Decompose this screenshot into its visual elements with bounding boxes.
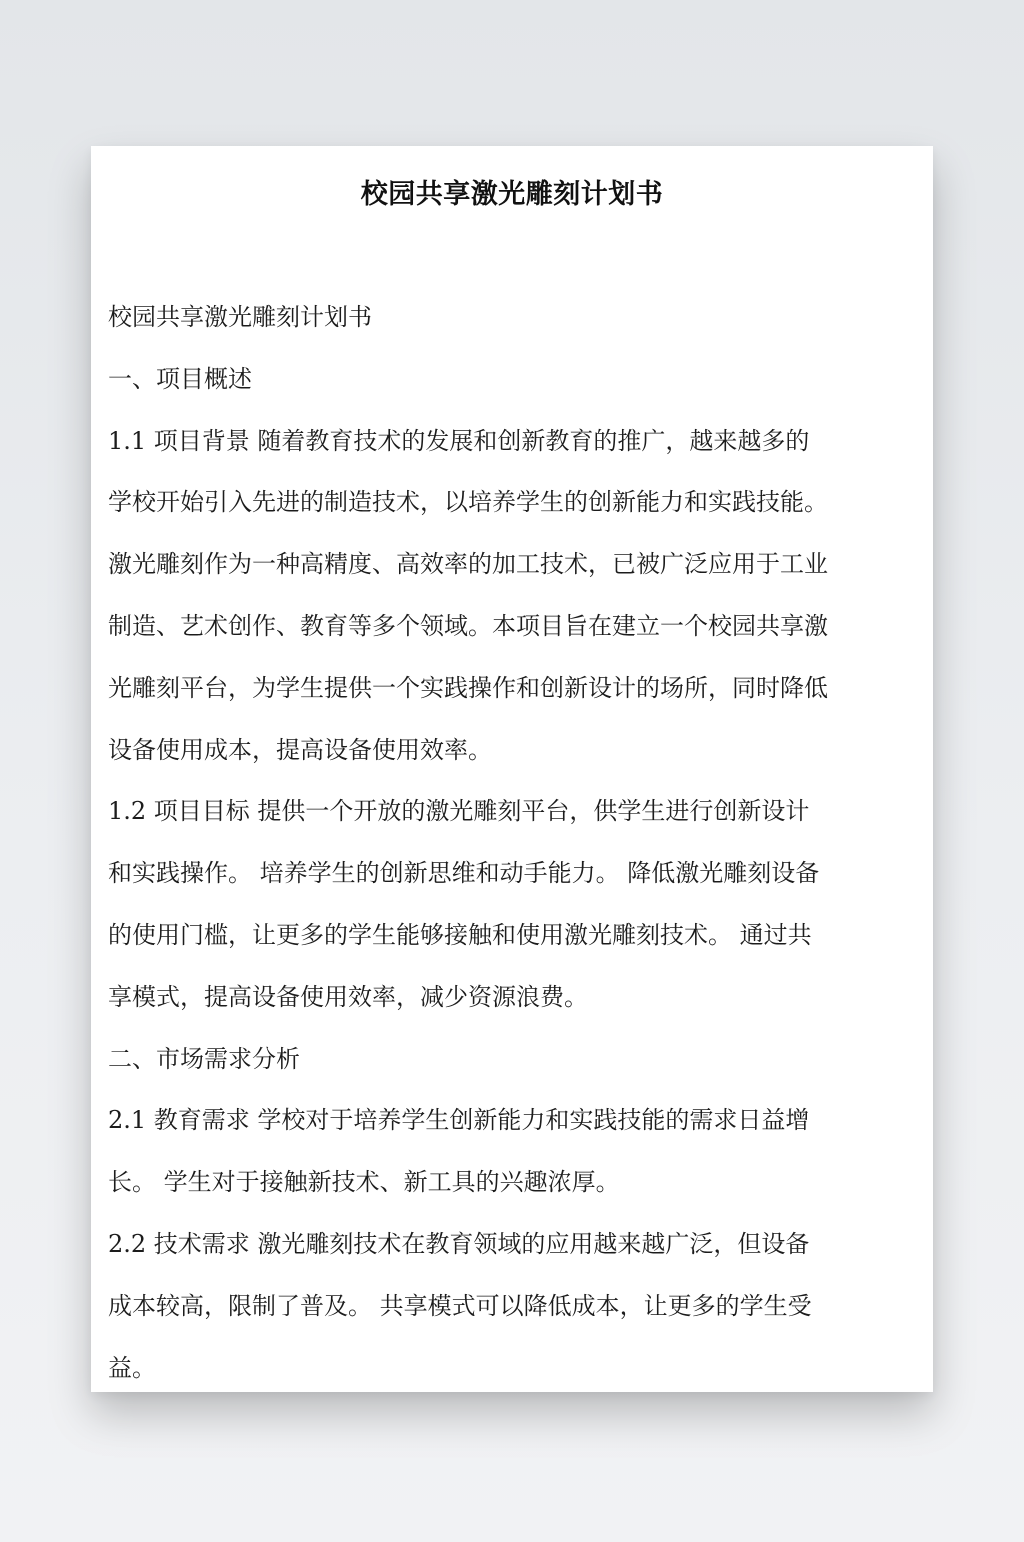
doc-subtitle-line: 校园共享激光雕刻计划书 (108, 303, 372, 331)
paragraph-line: 2.2 技术需求 激光雕刻技术在教育领域的应用越来越广泛，但设备 (108, 1229, 810, 1258)
paragraph-line: 1.1 项目背景 随着教育技术的发展和创新教育的推广，越来越多的 (108, 426, 810, 455)
paragraph-line: 长。 学生对于接触新技术、新工具的兴趣浓厚。 (108, 1168, 620, 1197)
section-heading-2: 二、市场需求分析 (108, 1044, 300, 1073)
paragraph-line: 成本较高，限制了普及。 共享模式可以降低成本，让更多的学生受 (108, 1291, 812, 1320)
paragraph-line: 享模式，提高设备使用效率，减少资源浪费。 (108, 982, 588, 1011)
paragraph-line: 2.1 教育需求 学校对于培养学生创新能力和实践技能的需求日益增 (108, 1106, 810, 1135)
paragraph-line: 益。 (108, 1353, 156, 1382)
paragraph-line: 制造、艺术创作、教育等多个领域。本项目旨在建立一个校园共享激 (108, 611, 828, 640)
document-page (91, 146, 933, 1392)
paragraph-line: 1.2 项目目标 提供一个开放的激光雕刻平台，供学生进行创新设计 (108, 797, 810, 826)
paragraph-line: 设备使用成本，提高设备使用效率。 (108, 735, 492, 764)
paragraph-line: 激光雕刻作为一种高精度、高效率的加工技术，已被广泛应用于工业 (108, 550, 828, 579)
paragraph-line: 光雕刻平台，为学生提供一个实践操作和创新设计的场所，同时降低 (108, 673, 828, 702)
document-body (108, 296, 918, 1392)
section-heading-1: 一、项目概述 (108, 364, 252, 393)
paragraph-line: 的使用门槛，让更多的学生能够接触和使用激光雕刻技术。 通过共 (108, 920, 812, 949)
paragraph-line: 和实践操作。 培养学生的创新思维和动手能力。 降低激光雕刻设备 (108, 859, 820, 888)
document-title: 校园共享激光雕刻计划书 (360, 179, 664, 210)
paragraph-line: 学校开始引入先进的制造技术，以培养学生的创新能力和实践技能。 (108, 488, 828, 517)
